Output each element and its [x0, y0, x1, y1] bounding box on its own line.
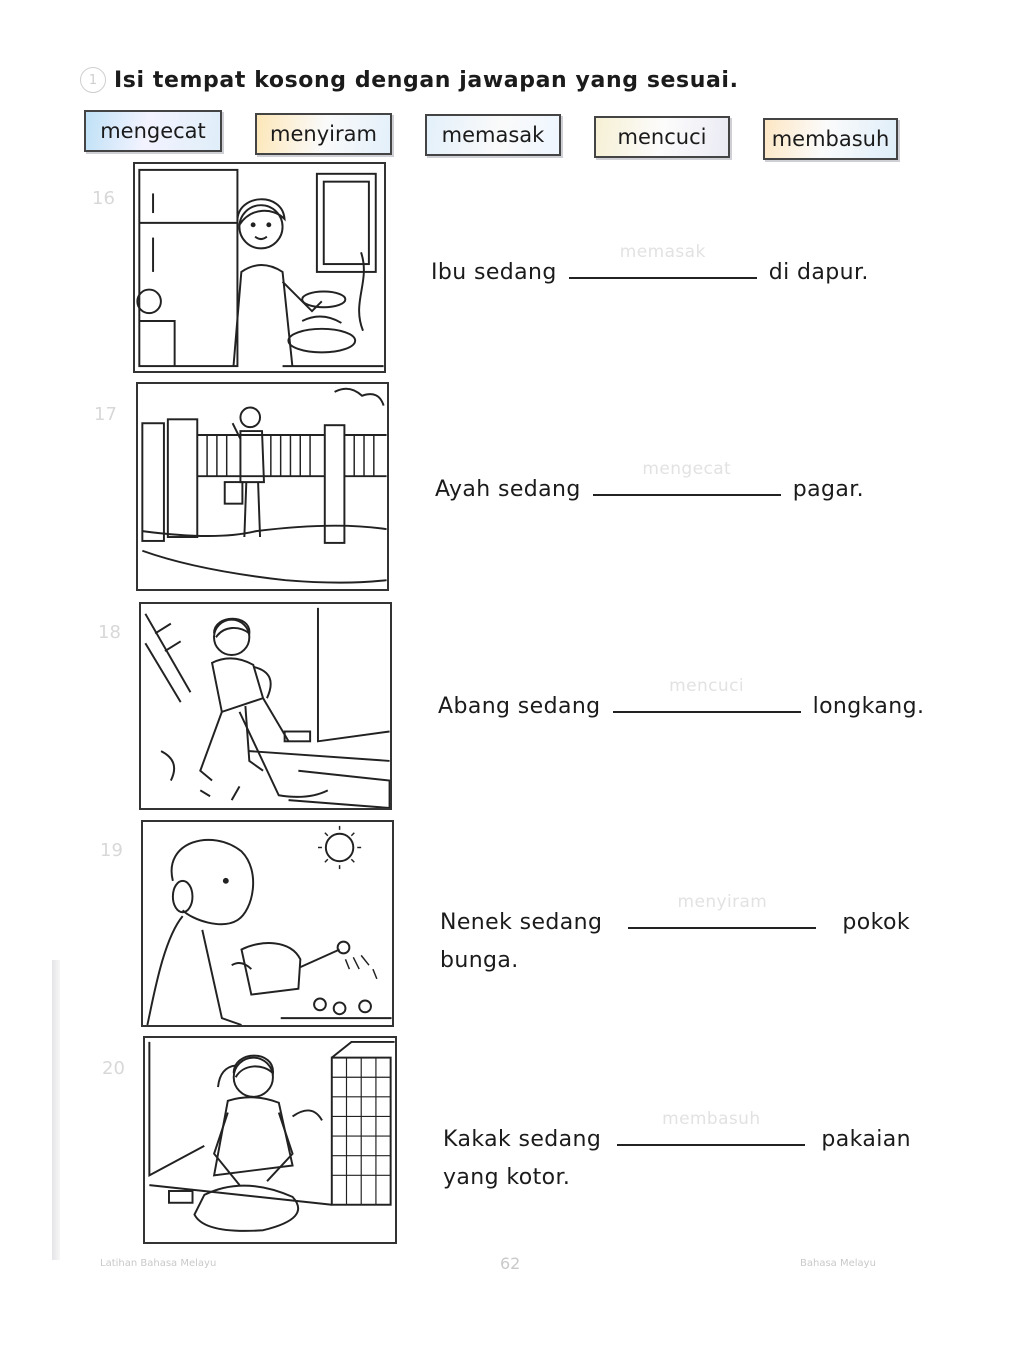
washing-clothes-illustration — [143, 1036, 397, 1244]
question-20-sentence — [443, 1109, 911, 1197]
answer-hint: mencuci — [669, 676, 744, 696]
word-bank-mencuci[interactable]: mencuci — [594, 116, 730, 158]
answer-blank[interactable] — [569, 242, 757, 279]
sentence-end: pagar. — [792, 477, 865, 502]
question-number: 16 — [92, 188, 115, 209]
question-17-sentence — [435, 459, 865, 509]
question-number: 20 — [102, 1058, 125, 1079]
sentence-start: Kakak sedang — [443, 1127, 602, 1152]
question-19-sentence — [440, 892, 910, 980]
sentence-end: pakaian — [821, 1127, 911, 1152]
answer-blank[interactable] — [593, 459, 781, 496]
answer-blank[interactable] — [628, 892, 816, 929]
word-bank-memasak[interactable]: memasak — [425, 114, 561, 156]
sentence-start: Nenek sedang — [440, 910, 603, 935]
answer-hint: mengecat — [642, 459, 732, 479]
painting-fence-illustration — [136, 382, 389, 591]
answer-hint: memasak — [619, 242, 706, 262]
instruction-text: Isi tempat kosong dengan jawapan yang sesuai. — [114, 67, 739, 93]
question-18-sentence — [438, 676, 925, 726]
answer-hint: menyiram — [677, 892, 768, 912]
page-edge-shadow — [52, 960, 60, 1260]
cleaning-drain-illustration — [139, 602, 392, 810]
sentence-start: Ibu sedang — [431, 260, 557, 285]
sentence-continuation: bunga. — [440, 948, 519, 973]
word-bank-membasuh[interactable]: membasuh — [763, 118, 898, 160]
sentence-end: pokok — [842, 910, 910, 935]
sentence-end: longkang. — [812, 694, 925, 719]
answer-blank[interactable] — [613, 676, 801, 713]
question-16-sentence — [431, 242, 869, 292]
footer-right: Bahasa Melayu — [800, 1258, 876, 1269]
page-number: 62 — [500, 1254, 521, 1273]
instruction — [80, 60, 739, 100]
answer-hint: membasuh — [662, 1109, 761, 1129]
footer-left: Latihan Bahasa Melayu — [100, 1258, 217, 1269]
question-number: 18 — [98, 622, 121, 643]
question-number: 17 — [94, 404, 117, 425]
sentence-start: Ayah sedang — [435, 477, 581, 502]
watering-flowers-illustration — [141, 820, 394, 1027]
word-bank-menyiram[interactable]: menyiram — [255, 113, 392, 155]
instruction-number: 1 — [80, 67, 106, 93]
kitchen-cooking-illustration — [133, 162, 386, 373]
answer-blank[interactable] — [617, 1109, 805, 1146]
question-number: 19 — [100, 840, 123, 861]
word-bank-mengecat[interactable]: mengecat — [84, 110, 222, 152]
sentence-start: Abang sedang — [438, 694, 601, 719]
sentence-end: di dapur. — [768, 260, 869, 285]
sentence-continuation: yang kotor. — [443, 1165, 571, 1190]
